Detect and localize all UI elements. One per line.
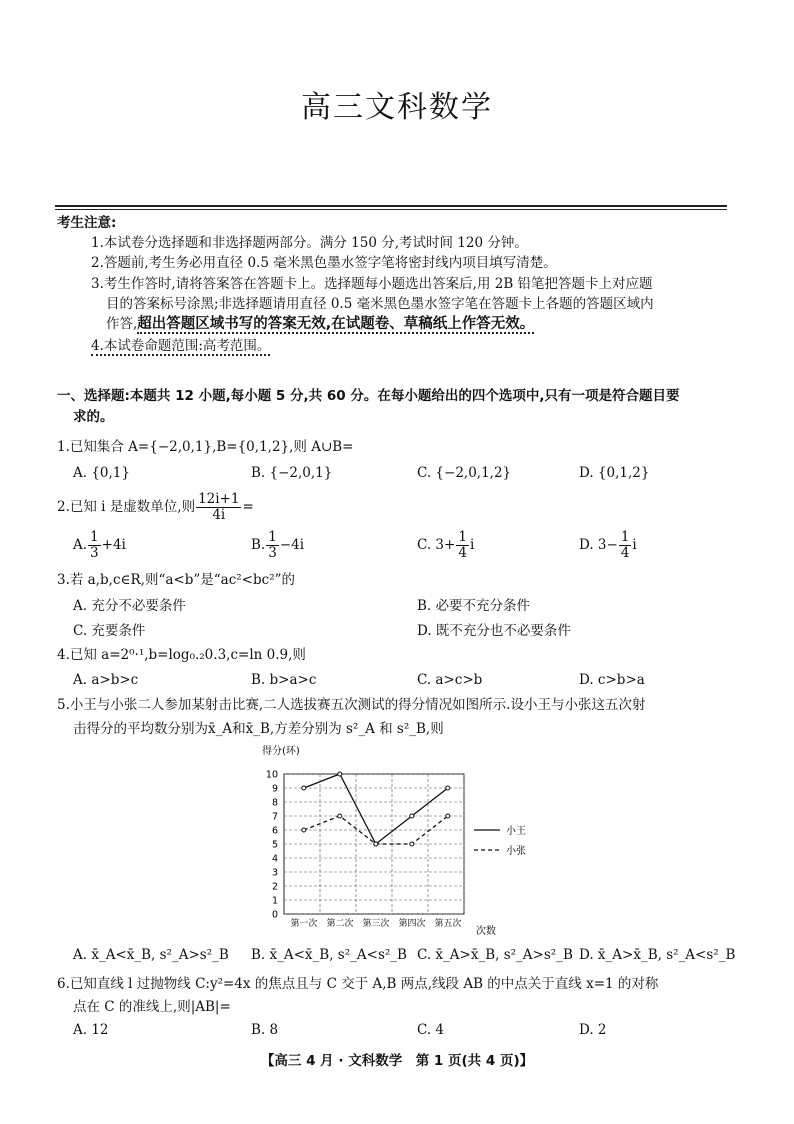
q2-a-rest: +4i [101,536,126,553]
q2-b-label: B. [251,536,266,553]
section-heading-line1: 一、选择题:本题共 12 小题,每小题 5 分,共 60 分。在每小题给出的四个选项中,只有一项是符合题目要 [57,388,680,404]
y-tick-label: 10 [265,769,278,781]
q4-option-c: C. a>c>b [417,672,483,688]
page-footer: 【高三 4 月 · 文科数学 第 1 页(共 4 页)】 [260,1053,534,1069]
data-point [446,814,450,818]
series-line-1 [304,774,448,844]
q6-option-d: D. 2 [579,1022,607,1038]
data-point [302,786,306,790]
q4-option-b: B. b>a>c [251,672,317,688]
q6-option-b: B. 8 [251,1022,279,1038]
notice-item-3-end [57,315,729,335]
q2-c-frac [456,530,469,561]
q5-option-b: B. x̄_A<x̄_B, s²_A<s²_B [251,947,407,963]
q6-option-c: C. 4 [417,1022,445,1038]
notice-item-2: 2.答题前,考生务必用直径 0.5 毫米黑色墨水签字笔将密封线内项目填写清楚。 [91,255,557,272]
q2-a-fn: 1 [90,529,99,545]
data-point [410,842,414,846]
notice-block [57,214,729,355]
question-5-line2: 击得分的平均数分别为x̄_A和x̄_B,方差分别为 s²_A 和 s²_B,则 [73,721,444,737]
y-tick-label: 9 [271,783,278,795]
q2-d-fd: 4 [620,544,630,561]
y-tick-label: 3 [271,867,278,879]
q2-c-fn: 1 [458,529,467,545]
q2-a-frac [88,530,101,561]
chart-y-ticks [266,770,278,921]
question-5-line1: 5.小王与小张二人参加某射击比赛,二人选拔赛五次测试的得分情况如图所示.设小王与小张这五次射 [57,697,646,713]
question-2-stem [57,492,737,523]
header-rule [55,205,727,207]
data-point [338,814,342,818]
q4-option-d: D. c>b>a [579,672,645,688]
notice-item-4-text: 4.本试卷命题范围:高考范围。 [91,337,271,354]
chart-series [302,772,450,846]
q1-option-c: C. {−2,0,1,2} [417,465,512,481]
data-point [338,772,342,776]
question-1-stem: 1.已知集合 A={−2,0,1},B={0,1,2},则 A∪B= [57,439,354,455]
notice-item-3-prefix: 作答, [106,316,138,333]
chart-xlabel: 次数 [476,926,496,937]
q2-d-frac [619,530,632,561]
y-tick-label: 5 [271,839,278,851]
q2-c-label: C. 3+ [417,536,456,553]
x-tick-label: 第五次 [434,919,462,929]
q2-c-rest: i [469,536,475,553]
q2-stem-prefix: 2.已知 i 是虚数单位,则 [57,498,196,515]
q1-option-d: D. {0,1,2} [579,465,650,481]
question-3-stem: 3.若 a,b,c∈R,则“a<b”是“ac²<bc²”的 [57,572,296,588]
y-tick-label: 7 [271,811,278,823]
q1-option-a: A. {0,1} [73,465,130,481]
q3-option-b: B. 必要不充分条件 [417,598,531,614]
q2-c-fd: 4 [458,544,467,561]
q2-a-fd: 3 [90,544,99,561]
q2-b-fd: 3 [268,544,277,561]
notice-item-4 [57,337,729,355]
exam-title: 高三文科数学 [301,90,493,125]
q2-option-c [417,530,474,561]
q2-b-rest: −4i [279,536,305,553]
y-tick-label: 8 [271,797,278,809]
legend-label-2: 小张 [506,846,526,857]
q2-frac-num: 12i+1 [198,491,240,507]
q4-option-a: A. a>b>c [73,672,139,688]
data-point [446,786,450,790]
q5-option-c: C. x̄_A>x̄_B, s²_A>s²_B [417,947,573,963]
y-tick-label: 0 [271,909,278,921]
section-heading-line2: 求的。 [73,408,114,425]
question-6-line2: 点在 C 的准线上,则|AB|= [73,999,231,1015]
notice-item-1: 1.本试卷分选择题和非选择题两部分。满分 150 分,考试时间 120 分钟。 [91,235,528,252]
legend-label-1: 小王 [506,826,526,837]
y-tick-label: 1 [271,895,278,907]
q2-d-rest: i [632,536,637,553]
q2-a-label: A. [73,536,88,553]
q2-d-label: D. 3− [579,536,618,553]
q5-option-a: A. x̄_A<x̄_B, s²_A>s²_B [73,947,229,963]
q2-fraction [196,492,241,523]
q6-option-a: A. 12 [73,1022,109,1038]
q2-option-a [73,530,126,561]
q2-b-frac [266,530,279,561]
data-point [302,828,306,832]
data-point [410,814,414,818]
section-heading [57,386,737,428]
notice-item-3-cont: 目的答案标号涂黑;非选择题请用直径 0.5 毫米黑色墨水签字笔在答题卡上各题的答题区域内 [106,295,654,312]
y-tick-label: 2 [271,881,278,893]
q3-option-c: C. 充要条件 [73,623,146,639]
chart-x-ticks [290,917,461,929]
q5-option-d: D. x̄_A>x̄_B, s²_A<s²_B [579,947,736,963]
data-point [374,842,378,846]
notice-item-3: 3.考生作答时,请将答案答在答题卡上。选择题每小题选出答案后,用 2B 铅笔把答题卡上对应题 [91,275,653,292]
x-tick-label: 第四次 [398,919,426,929]
q3-option-d: D. 既不充分也不必要条件 [417,623,571,639]
question-6-line1: 6.已知直线 l 过抛物线 C:y²=4x 的焦点且与 C 交于 A,B 两点,线段 AB 的中点关于直线 x=1 的对称 [57,976,659,992]
notice-heading: 考生注意: [57,215,117,231]
x-tick-label: 第二次 [326,919,354,929]
y-tick-label: 4 [271,853,278,865]
q2-option-b [251,530,304,561]
q1-option-b: B. {−2,0,1} [251,465,333,481]
q2-b-fn: 1 [268,529,277,545]
q3-option-a: A. 充分不必要条件 [73,598,186,614]
q2-stem-suffix: = [242,498,254,515]
q2-frac-den: 4i [212,506,226,523]
x-tick-label: 第三次 [362,919,390,929]
q2-option-d [579,530,637,561]
score-line-chart [252,742,532,942]
header-rule-thin [55,209,727,210]
notice-emphasis: 超出答题区域书写的答案无效,在试题卷、草稿纸上作答无效。 [137,316,535,333]
q2-d-fn: 1 [620,529,630,545]
chart-ylabel: 得分(环) [262,746,300,757]
chart-legend [474,824,526,857]
x-tick-label: 第一次 [290,919,318,929]
y-tick-label: 6 [271,825,278,837]
question-4-stem: 4.已知 a=2⁰·¹,b=log₀.₂0.3,c=ln 0.9,则 [57,647,306,663]
